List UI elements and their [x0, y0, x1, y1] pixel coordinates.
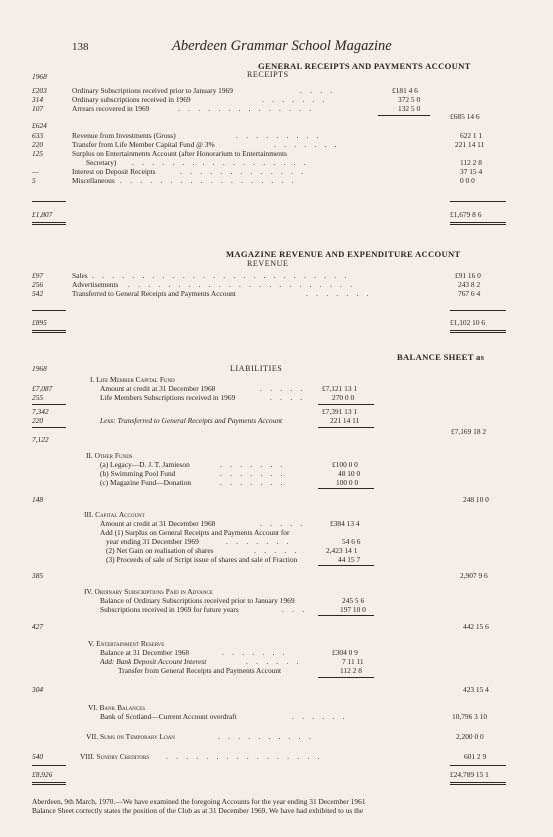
- prior-value: 125: [32, 149, 44, 158]
- grand-total-prior: £8,926: [32, 770, 53, 779]
- prior-value: £97: [32, 271, 44, 280]
- row-label: Amount at credit at 31 December 1968: [100, 384, 216, 393]
- row-label: Transferred to General Receipts and Payments Account: [72, 289, 236, 298]
- magazine-heading: MAGAZINE REVENUE AND EXPENDITURE ACCOUNT: [226, 249, 461, 259]
- row-amount: 100 0 0: [336, 478, 359, 487]
- row-label: Transfer from General Receipts and Payments Account: [118, 666, 282, 675]
- row-amount: 44 15 7: [338, 555, 361, 564]
- double-rule: [450, 224, 506, 225]
- grand-total: £24,789 15 1: [450, 770, 489, 779]
- leader-dots: . . . . .: [260, 519, 306, 528]
- double-rule-prior: [32, 330, 66, 331]
- row-label: Arrears recovered in 1969: [72, 104, 150, 113]
- section-title: III. Capital Account: [84, 510, 145, 519]
- row-label: Bank of Scotland—Current Account overdraft: [100, 712, 237, 721]
- row-label: Ordinary Subscriptions received prior to January 1969: [72, 86, 233, 95]
- double-rule: [450, 784, 506, 785]
- leader-dots: . . . . . .: [292, 712, 348, 721]
- section-title: VIII. Sundry Creditors: [80, 752, 150, 761]
- row-amount: 48 10 0: [338, 469, 361, 478]
- leader-dots: . . . . . . .: [220, 460, 286, 469]
- row-label: Add: Bank Deposit Account Interest: [100, 657, 207, 666]
- row-label: (3) Proceeds of sale of Script issue of shares and sale of Fraction: [106, 555, 298, 564]
- row-label: (a) Legacy—D. J. T. Jamieson: [100, 460, 190, 469]
- receipts-subheading: RECEIPTS: [247, 70, 289, 79]
- leader-dots: . . . . . . .: [306, 289, 372, 298]
- row-amount: £181 4 6: [392, 86, 418, 95]
- row-amount: 245 5 6: [342, 596, 365, 605]
- less-label: Less: Transferred to General Receipts and Payments Account: [100, 416, 283, 425]
- prior-value: 540: [32, 752, 44, 761]
- magazine-subheading: REVENUE: [247, 259, 289, 268]
- row-label: Balance of Ordinary Subscriptions received prior to January 1969: [100, 596, 295, 605]
- section-total: 2,907 9 6: [460, 571, 488, 580]
- prior-value: 314: [32, 95, 44, 104]
- footer-line-1: Aberdeen, 9th March, 1970.—We have examined the foregoing Accounts for the year ending 31 December 1961: [32, 797, 366, 806]
- prior-value: 107: [32, 104, 44, 113]
- receipts-heading: GENERAL RECEIPTS AND PAYMENTS ACCOUNT: [258, 61, 471, 71]
- prior-year-label: 1968: [32, 364, 47, 373]
- section-title: I. Life Member Capital Fund: [90, 375, 175, 384]
- prior-value: 304: [32, 685, 44, 694]
- section-total: 442 15 6: [463, 622, 489, 631]
- prior-value: 427: [32, 622, 44, 631]
- row-amount: £384 13 4: [330, 519, 360, 528]
- row-amount: 0 0 0: [460, 176, 475, 185]
- magazine-total: £1,102 10 6: [450, 318, 486, 327]
- sum-rule: [318, 677, 374, 678]
- leader-dots: . . . . . .: [246, 657, 302, 666]
- row-label: Subscriptions received in 1969 for future years: [100, 605, 239, 614]
- prior-value: 385: [32, 571, 44, 580]
- section-total: 601 2 9: [464, 752, 487, 761]
- double-rule: [450, 222, 506, 223]
- row-amount: 37 15 4: [460, 167, 483, 176]
- row-label: Miscellaneous: [72, 176, 115, 185]
- row-amount: 112 2 8: [460, 158, 482, 167]
- double-rule-prior: [32, 782, 66, 783]
- row-label: (c) Magazine Fund—Donation: [100, 478, 192, 487]
- section-total: 2,200 0 0: [456, 732, 484, 741]
- leader-dots: . . . . . . . . . . . . . . . . . . . . . . .: [128, 280, 356, 289]
- footer-line-2: Balance Sheet correctly states the position of the Club as at 31 December 1969. We have had exhibited to us the: [32, 806, 364, 815]
- prior-value: £624: [32, 121, 47, 130]
- row-label: Life Members Subscriptions received in 1969: [100, 393, 236, 402]
- row-amount: £304 0 9: [332, 648, 358, 657]
- grand-rule: [450, 765, 506, 766]
- net-rule-prior: [32, 427, 66, 428]
- sum-rule: [318, 615, 374, 616]
- section-title: VI. Bank Balances: [88, 703, 146, 712]
- double-rule-prior: [32, 784, 66, 785]
- leader-dots: . . . . . . . . . . . . . . . . . .: [120, 176, 297, 185]
- leader-dots: . . . . . . .: [220, 478, 286, 487]
- leader-dots: . . . . . . . . . . . . . . . . . . . . . . . . . .: [92, 271, 350, 280]
- leader-dots: . . . . . . . . . . . . . .: [178, 104, 315, 113]
- leader-dots: . . . . .: [254, 546, 300, 555]
- magazine-total-prior: £895: [32, 318, 47, 327]
- row-amount: 767 6 4: [458, 289, 481, 298]
- prior-value: —: [32, 167, 39, 176]
- prior-value: 148: [32, 495, 44, 504]
- double-rule-prior: [32, 332, 66, 333]
- total-rule-prior: [32, 310, 66, 311]
- prior-value: 7,342: [32, 407, 49, 416]
- section-title: IV. Ordinary Subscriptions Paid in Advance: [84, 587, 213, 596]
- row-label: Ordinary subscriptions received in 1969: [72, 95, 191, 104]
- sum-rule-prior: [32, 404, 66, 405]
- sum-rule: [318, 565, 374, 566]
- row-label: year ending 31 December 1969: [106, 537, 199, 546]
- total-rule: [450, 310, 506, 311]
- row-amount: 112 2 8: [340, 666, 362, 675]
- prior-value: 5: [32, 176, 36, 185]
- leader-dots: . . . . . . . . . . . . . . . .: [166, 752, 323, 761]
- receipts-total: £1,679 8 6: [450, 210, 482, 219]
- row-label: Balance at 31 December 1968: [100, 648, 190, 657]
- leader-dots: . . . . . . . . . . . . .: [180, 167, 307, 176]
- prior-year-label: 1968: [32, 72, 47, 81]
- section-total: 10,796 3 10: [452, 712, 488, 721]
- row-amount: 54 6 6: [342, 537, 361, 546]
- total-rule-prior: [32, 201, 66, 202]
- receipts-subtotal: £685 14 6: [450, 112, 480, 121]
- sum-rule: [318, 488, 374, 489]
- balance-subheading: LIABILITIES: [230, 364, 283, 373]
- leader-dots: . . . . . . .: [262, 95, 328, 104]
- row-amount: £91 16 0: [455, 271, 481, 280]
- section-total: £7,169 18 2: [451, 427, 487, 436]
- prior-value: 542: [32, 289, 44, 298]
- row-amount: 197 10 0: [340, 605, 366, 614]
- leader-dots: . . . . .: [260, 384, 306, 393]
- page-number: 138: [72, 41, 89, 53]
- leader-dots: . . . . . . .: [222, 648, 288, 657]
- row-label: Transfer from Life Member Capital Fund @ 3%: [72, 140, 215, 149]
- prior-value: 220: [32, 416, 44, 425]
- leader-dots: . . . . . . .: [274, 140, 340, 149]
- section-title: VII. Sums on Temporary Loan: [86, 732, 175, 741]
- row-amount: 372 5 0: [398, 95, 421, 104]
- row-label: Surplus on Entertainments Account (after Honorarium to Entertainments: [72, 149, 287, 158]
- leader-dots: . . . . . . .: [226, 537, 292, 546]
- leader-dots: . . . .: [270, 393, 306, 402]
- row-label: Revenue from Investments (Gross): [72, 131, 176, 140]
- sum-amount: £7,391 13 1: [322, 407, 358, 416]
- leader-dots: . . . . . . .: [220, 469, 286, 478]
- sum-rule: [318, 404, 374, 405]
- prior-value: 7,122: [32, 435, 49, 444]
- prior-value: 633: [32, 131, 44, 140]
- leader-dots: . . .: [282, 605, 308, 614]
- double-rule: [450, 330, 506, 331]
- row-label: Interest on Deposit Receipts: [72, 167, 156, 176]
- running-title: Aberdeen Grammar School Magazine: [172, 38, 392, 54]
- row-amount: 221 14 11: [455, 140, 485, 149]
- leader-dots: . . . . . . . . . . . . . . . . . .: [132, 158, 309, 167]
- prior-value: £203: [32, 86, 47, 95]
- row-label: (b) Swimming Pool Fund: [100, 469, 176, 478]
- leader-dots: . . . . . . . . .: [236, 131, 322, 140]
- row-amount: 132 5 0: [398, 104, 421, 113]
- section-total: 248 10 0: [463, 495, 489, 504]
- receipts-total-prior: £1,807: [32, 210, 53, 219]
- prior-value: 256: [32, 280, 44, 289]
- row-amount: 622 1 1: [460, 131, 483, 140]
- grand-rule-prior: [32, 765, 66, 766]
- section-title: V. Entertainment Reserve: [88, 639, 165, 648]
- row-label: (2) Net Gain on realisation of shares: [106, 546, 214, 555]
- row-amount: 7 11 11: [342, 657, 364, 666]
- prior-value: 255: [32, 393, 44, 402]
- row-amount: £7,121 13 1: [322, 384, 358, 393]
- section-title: II. Other Funds: [86, 451, 133, 460]
- double-rule-prior: [32, 224, 66, 225]
- row-label: Amount at credit at 31 December 1968: [100, 519, 216, 528]
- row-label: Advertisements: [72, 280, 119, 289]
- double-rule: [450, 332, 506, 333]
- row-label: Secretary): [86, 158, 117, 167]
- total-rule: [450, 201, 506, 202]
- double-rule-prior: [32, 222, 66, 223]
- section-total: 423 15 4: [463, 685, 489, 694]
- leader-dots: . . . . . . . . . .: [218, 732, 314, 741]
- leader-dots: . . . .: [300, 86, 336, 95]
- double-rule: [450, 782, 506, 783]
- row-amount: 270 0 0: [332, 393, 355, 402]
- row-amount: 2,423 14 1: [326, 546, 358, 555]
- row-label: Sales: [72, 271, 88, 280]
- balance-heading: BALANCE SHEET as: [397, 352, 485, 362]
- less-amount: 221 14 11: [330, 416, 360, 425]
- row-amount: £100 0 0: [332, 460, 358, 469]
- subtotal-rule: [378, 115, 430, 116]
- row-amount: 243 8 2: [458, 280, 481, 289]
- net-rule: [318, 427, 374, 428]
- prior-value: £7,087: [32, 384, 53, 393]
- row-label: Add (1) Surplus on General Receipts and Payments Account for: [100, 528, 290, 537]
- prior-value: 220: [32, 140, 44, 149]
